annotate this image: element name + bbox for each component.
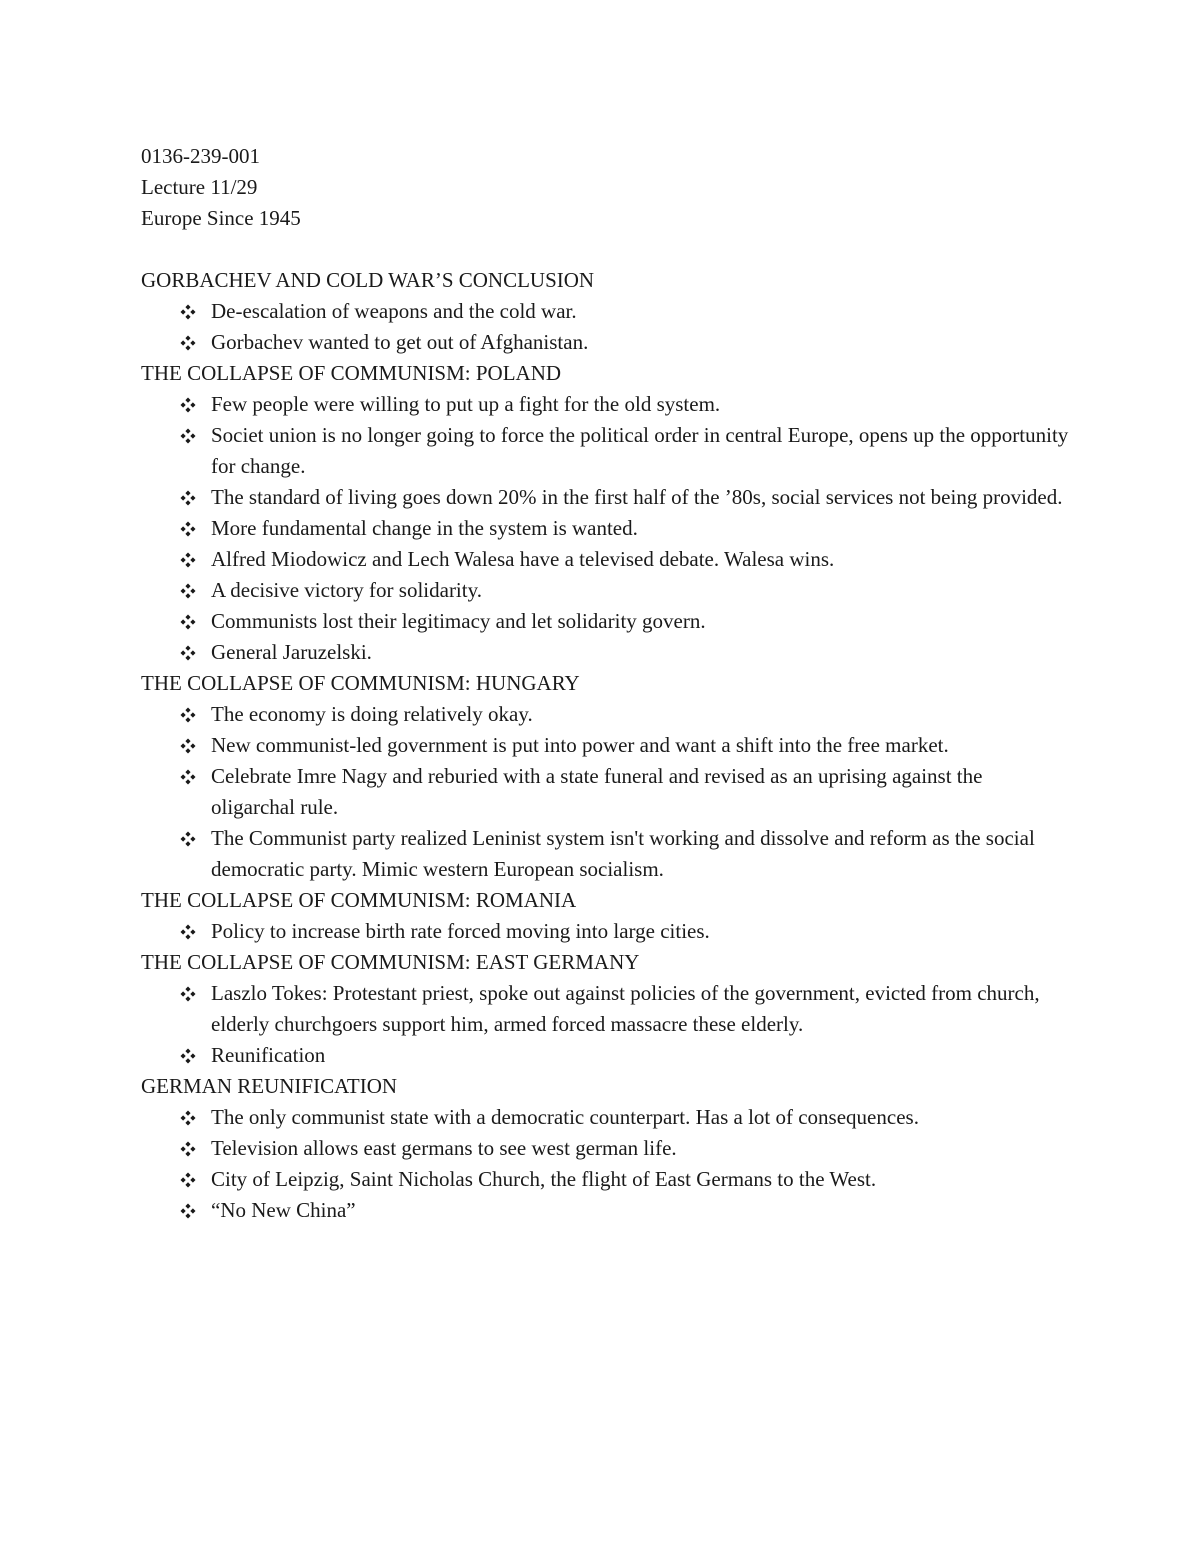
four-diamond-bullet-icon (179, 544, 197, 575)
document-page (141, 141, 1071, 1226)
bullet-list (141, 1102, 1071, 1226)
four-diamond-bullet-icon (179, 1133, 197, 1164)
bullet-item (141, 699, 1071, 730)
bullet-text: Policy to increase birth rate forced moving into large cities. (211, 919, 710, 943)
bullet-item (141, 978, 1071, 1040)
four-diamond-bullet-icon (179, 513, 197, 544)
bullet-item (141, 296, 1071, 327)
bullet-text: A decisive victory for solidarity. (211, 578, 482, 602)
four-diamond-bullet-icon (179, 761, 197, 792)
bullet-item (141, 482, 1071, 513)
bullet-text: Celebrate Imre Nagy and reburied with a state funeral and revised as an uprising against the oligarchal rule. (211, 764, 983, 819)
lecture-date: Lecture 11/29 (141, 175, 258, 199)
bullet-item (141, 637, 1071, 668)
notes-body (141, 265, 1071, 1226)
bullet-item (141, 575, 1071, 606)
bullet-list (141, 389, 1071, 668)
bullet-text: More fundamental change in the system is wanted. (211, 516, 638, 540)
bullet-text: Laszlo Tokes: Protestant priest, spoke out against policies of the government, evicted from church, elderly churchgoers support him, armed forced massacre these elderly. (211, 981, 1040, 1036)
bullet-text: Television allows east germans to see west german life. (211, 1136, 677, 1160)
course-number: 0136-239-001 (141, 144, 260, 168)
bullet-item (141, 916, 1071, 947)
bullet-text: The only communist state with a democratic counterpart. Has a lot of consequences. (211, 1105, 919, 1129)
bullet-item (141, 1195, 1071, 1226)
four-diamond-bullet-icon (179, 637, 197, 668)
bullet-text: Alfred Miodowicz and Lech Walesa have a televised debate. Walesa wins. (211, 547, 835, 571)
bullet-text: The economy is doing relatively okay. (211, 702, 533, 726)
bullet-text: General Jaruzelski. (211, 640, 372, 664)
four-diamond-bullet-icon (179, 1195, 197, 1226)
bullet-text: Communists lost their legitimacy and let solidarity govern. (211, 609, 706, 633)
bullet-text: Reunification (211, 1043, 326, 1067)
bullet-item (141, 606, 1071, 637)
bullet-text: Societ union is no longer going to force the political order in central Europe, opens up the opportunity for change. (211, 423, 1069, 478)
four-diamond-bullet-icon (179, 606, 197, 637)
section-heading: THE COLLAPSE OF COMMUNISM: EAST GERMANY (141, 950, 640, 974)
bullet-item (141, 730, 1071, 761)
four-diamond-bullet-icon (179, 1102, 197, 1133)
bullet-item (141, 1164, 1071, 1195)
four-diamond-bullet-icon (179, 296, 197, 327)
section-heading: THE COLLAPSE OF COMMUNISM: HUNGARY (141, 671, 580, 695)
four-diamond-bullet-icon (179, 482, 197, 513)
four-diamond-bullet-icon (179, 699, 197, 730)
bullet-item (141, 389, 1071, 420)
four-diamond-bullet-icon (179, 978, 197, 1009)
blank-line (141, 234, 1071, 265)
bullet-item (141, 761, 1071, 823)
section-heading: THE COLLAPSE OF COMMUNISM: ROMANIA (141, 888, 577, 912)
section-heading: GERMAN REUNIFICATION (141, 1074, 398, 1098)
four-diamond-bullet-icon (179, 823, 197, 854)
four-diamond-bullet-icon (179, 916, 197, 947)
bullet-item (141, 823, 1071, 885)
four-diamond-bullet-icon (179, 1040, 197, 1071)
bullet-text: “No New China” (211, 1198, 356, 1222)
bullet-text: Gorbachev wanted to get out of Afghanistan. (211, 330, 589, 354)
four-diamond-bullet-icon (179, 327, 197, 358)
bullet-item (141, 1040, 1071, 1071)
bullet-text: The Communist party realized Leninist system isn't working and dissolve and reform as the social democratic party. Mimic western European socialism. (211, 826, 1035, 881)
bullet-item (141, 327, 1071, 358)
bullet-item (141, 420, 1071, 482)
four-diamond-bullet-icon (179, 1164, 197, 1195)
bullet-list (141, 296, 1071, 358)
four-diamond-bullet-icon (179, 575, 197, 606)
course-title: Europe Since 1945 (141, 206, 301, 230)
four-diamond-bullet-icon (179, 389, 197, 420)
four-diamond-bullet-icon (179, 420, 197, 451)
bullet-text: New communist-led government is put into power and want a shift into the free market. (211, 733, 949, 757)
section-heading: GORBACHEV AND COLD WAR’S CONCLUSION (141, 268, 595, 292)
bullet-item (141, 513, 1071, 544)
bullet-text: The standard of living goes down 20% in the first half of the ’80s, social services not being provided. (211, 485, 1063, 509)
bullet-list (141, 699, 1071, 885)
bullet-item (141, 1133, 1071, 1164)
bullet-text: Few people were willing to put up a fight for the old system. (211, 392, 721, 416)
bullet-item (141, 544, 1071, 575)
bullet-text: De-escalation of weapons and the cold war. (211, 299, 577, 323)
bullet-list (141, 916, 1071, 947)
bullet-text: City of Leipzig, Saint Nicholas Church, the flight of East Germans to the West. (211, 1167, 877, 1191)
bullet-item (141, 1102, 1071, 1133)
bullet-list (141, 978, 1071, 1071)
four-diamond-bullet-icon (179, 730, 197, 761)
section-heading: THE COLLAPSE OF COMMUNISM: POLAND (141, 361, 562, 385)
